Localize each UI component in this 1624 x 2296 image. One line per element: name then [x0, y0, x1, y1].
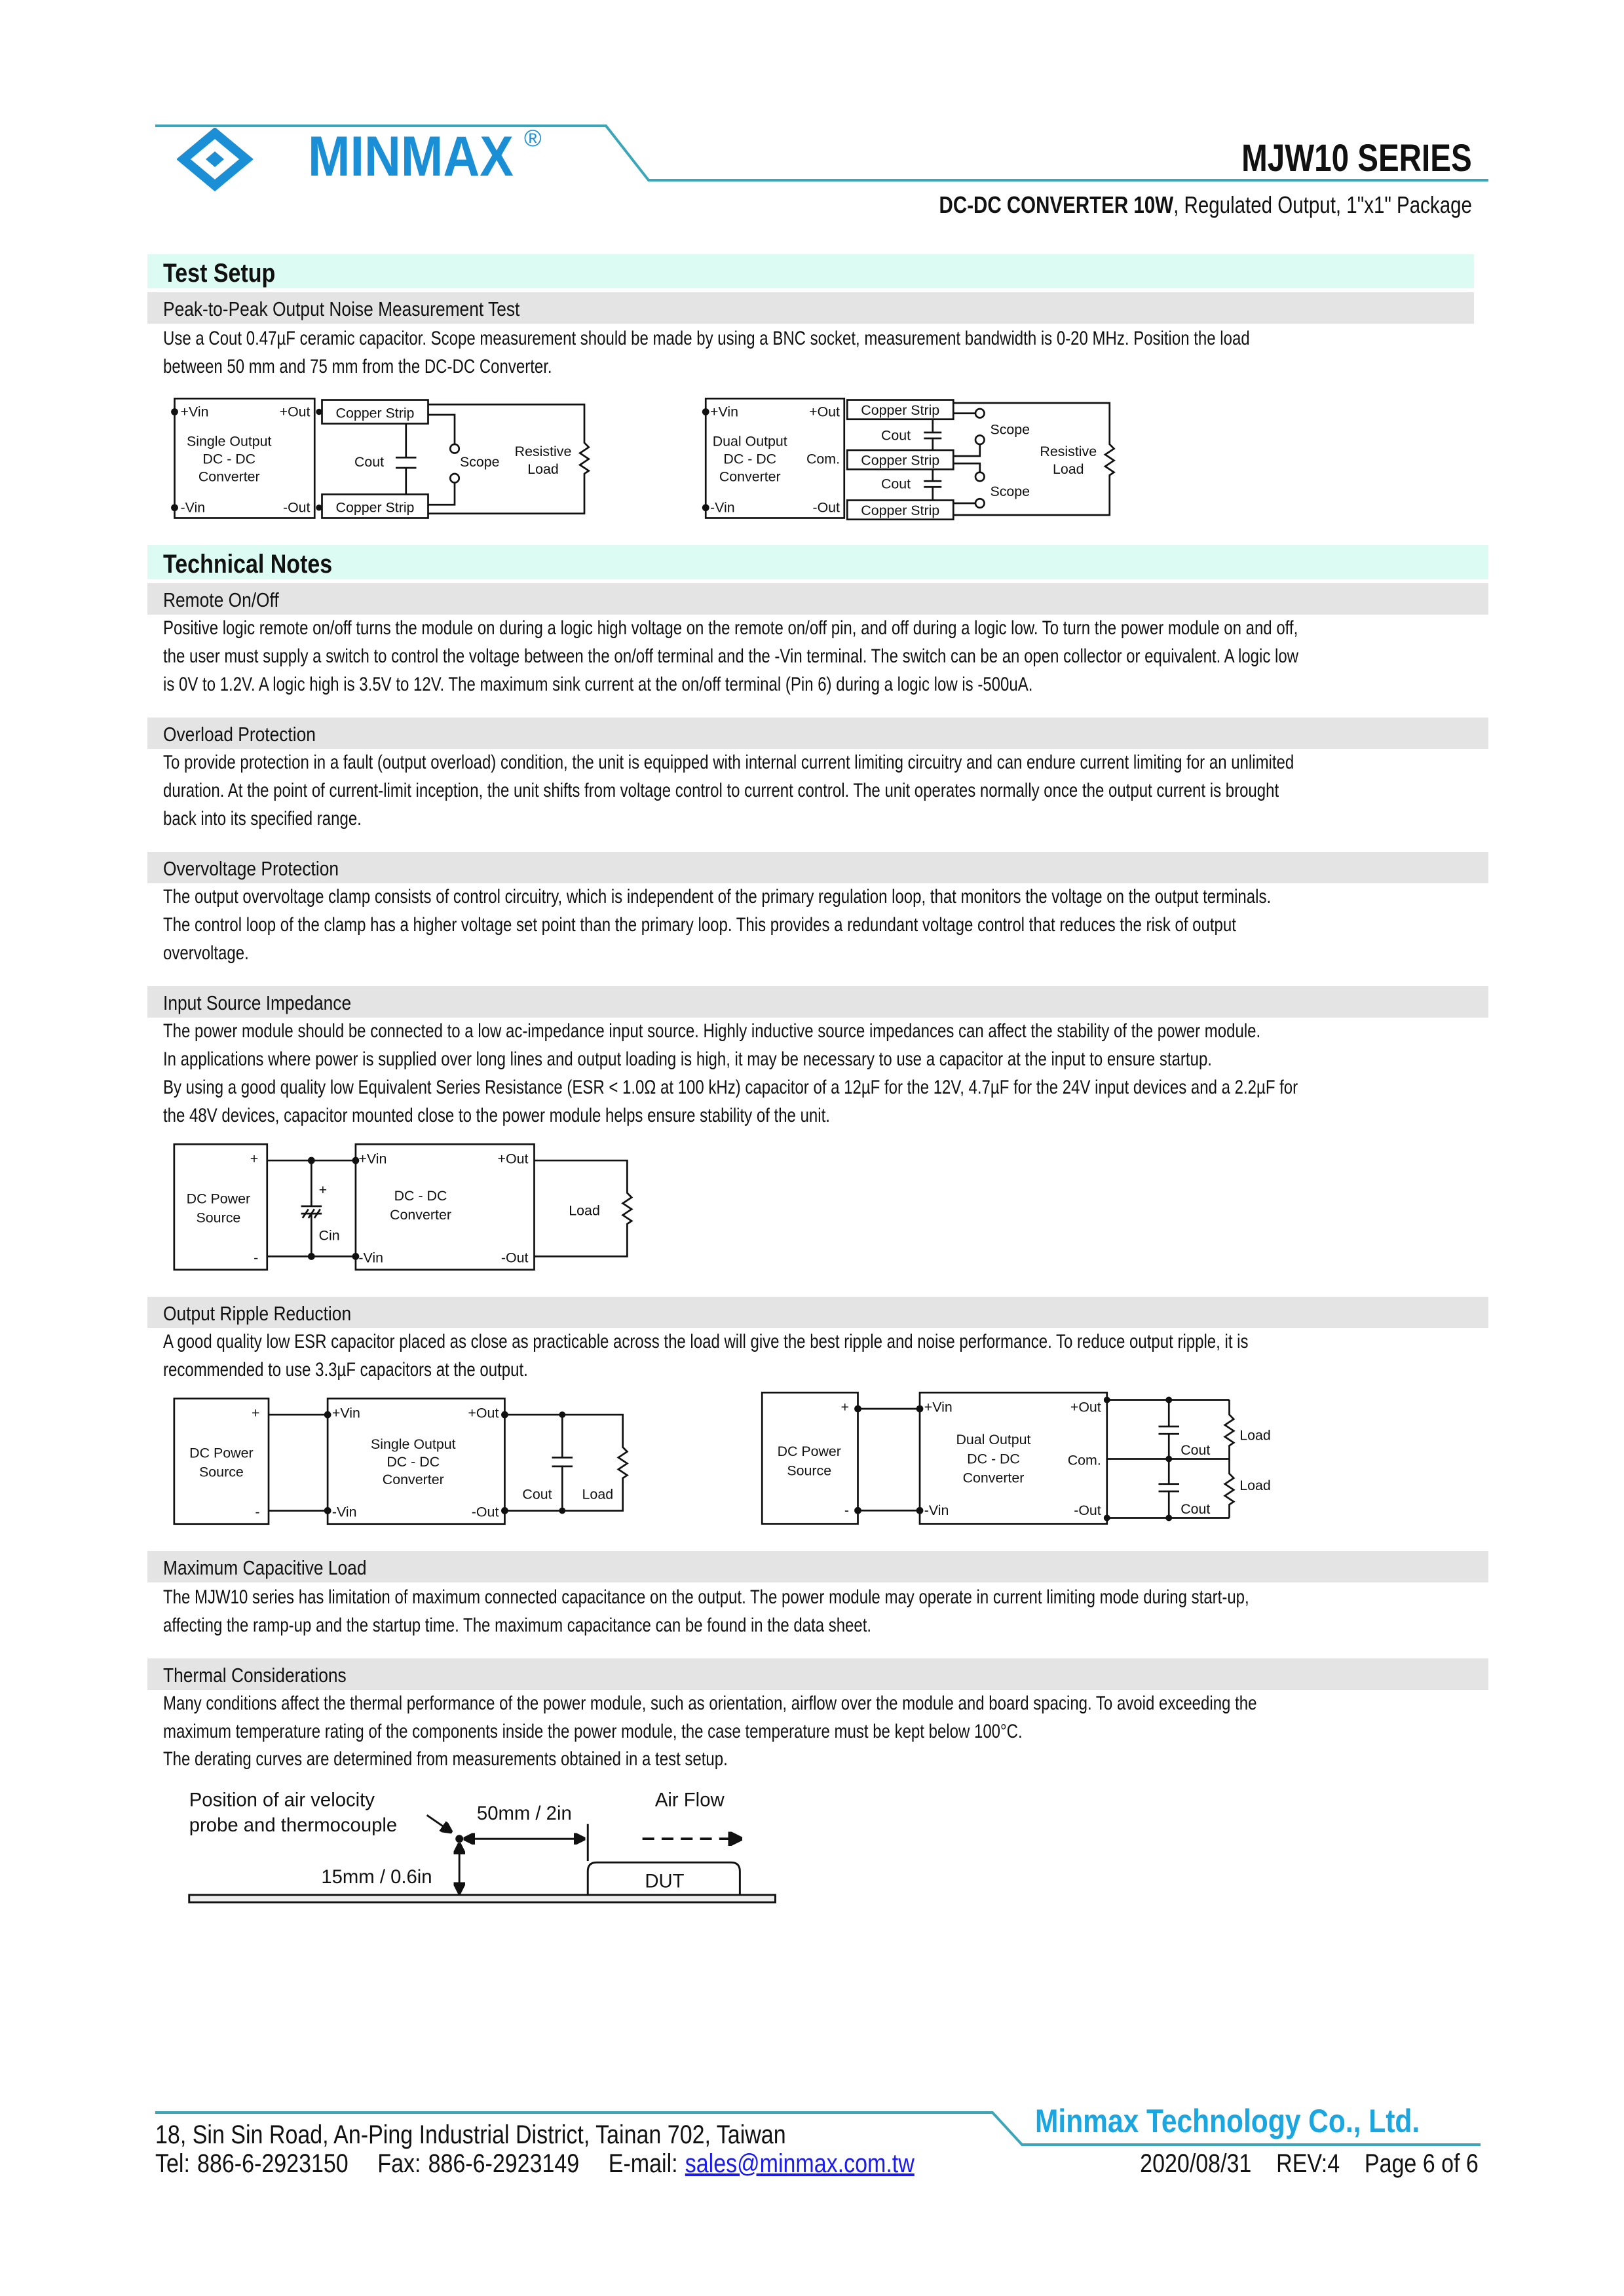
label: Load	[582, 1486, 614, 1502]
footer-fax: Fax: 886-6-2923149	[377, 2149, 580, 2178]
text-line: The power module should be connected to a low ac-impedance input source. Highly inductive source impedances can affect the stability of the power module.	[163, 1020, 1261, 1042]
label: +Vin	[924, 1399, 953, 1415]
subsection-output-ripple-reduction	[147, 1297, 1488, 1328]
label: Dual Output	[712, 433, 787, 450]
label: -	[255, 1504, 260, 1520]
text-line: By using a good quality low Equivalent Series Resistance (ESR < 1.0Ω at 100 kHz) capacitor of a 12µF for the 12V, 4.7µF for the 24V input devices and a 2.2µF for	[163, 1077, 1298, 1098]
subsection-title: Remote On/Off	[163, 588, 279, 611]
label: +Out	[809, 404, 840, 420]
label: Converter	[962, 1470, 1025, 1486]
label: DC Power	[186, 1191, 251, 1207]
label: Converter	[719, 469, 781, 485]
text-line: the 48V devices, capacitor mounted close to the power module helps ensure stability of the unit.	[163, 1105, 830, 1126]
label: Load	[1239, 1427, 1271, 1444]
text-line: Use a Cout 0.47µF ceramic capacitor. Scope measurement should be made by using a BNC socket, measurement bandwidth is 0-20 MHz. Position the load	[163, 328, 1250, 349]
label: Source	[199, 1464, 244, 1480]
logo-text: MINMAX	[308, 125, 514, 188]
text-line: Positive logic remote on/off turns the module on during a logic high voltage on the remote on/off pin, and off during a logic low. To turn the power module on and off,	[163, 617, 1298, 639]
input-impedance-diagram	[170, 1137, 642, 1277]
label: Copper Strip	[335, 405, 415, 421]
footer-date: 2020/08/31	[1140, 2149, 1252, 2178]
label: DC Power	[777, 1444, 841, 1459]
label: DC - DC	[202, 451, 256, 467]
label: +	[251, 1405, 260, 1421]
section-test-setup	[147, 254, 1474, 288]
label: Converter	[198, 469, 260, 485]
text-line: is 0V to 1.2V. A logic high is 3.5V to 12V. The maximum sink current at the on/off terminal (Pin 6) during a logic low is -500uA.	[163, 674, 1033, 695]
label: DC - DC	[394, 1187, 447, 1204]
label: +Out	[279, 404, 311, 420]
label: Air Flow	[654, 1789, 725, 1811]
label: Cout	[1180, 1501, 1211, 1517]
header-subtitle	[939, 191, 1472, 219]
text-line: The control loop of the clamp has a higher voltage set point than the primary loop. This provides a redundant voltage control that reduces the risk of output	[163, 914, 1236, 936]
label: Dual Output	[956, 1432, 1031, 1447]
label: Copper Strip	[335, 499, 415, 516]
section-title: Technical Notes	[163, 550, 333, 579]
subsection-title: Overvoltage Protection	[163, 857, 339, 880]
label: -Out	[500, 1250, 529, 1266]
label: +Vin	[358, 1151, 387, 1167]
label: Copper Strip	[861, 402, 940, 418]
label: DC - DC	[723, 451, 777, 467]
footer-rev: REV:4	[1276, 2149, 1340, 2178]
subsection-remote-on-off	[147, 583, 1488, 615]
text-line: The derating curves are determined from measurements obtained in a test setup.	[163, 1748, 728, 1770]
label: -Out	[1074, 1502, 1101, 1518]
text-line: duration. At the point of current-limit inception, the unit shifts from voltage control to current control. The unit operates normally once the output current is brought	[163, 780, 1279, 801]
text-line: back into its specified range.	[163, 808, 362, 830]
label: +	[318, 1181, 328, 1198]
footer-contact	[155, 2149, 915, 2179]
label: -Out	[282, 499, 311, 516]
subsection-title: Maximum Capacitive Load	[163, 1556, 367, 1579]
section-title: Test Setup	[163, 259, 276, 288]
label: Scope	[990, 483, 1030, 499]
single-output-noise-diagram	[170, 391, 598, 527]
subsection-overload-protection	[147, 718, 1488, 749]
label: -Vin	[180, 499, 206, 516]
subsection-title: Peak-to-Peak Output Noise Measurement Test	[163, 297, 520, 320]
text-line: Many conditions affect the thermal performance of the power module, such as orientation, airflow over the module and board spacing. To avoid exceeding the	[163, 1693, 1257, 1714]
series-title: MJW10 SERIES	[1241, 137, 1472, 180]
text-line: affecting the ramp-up and the startup time. The maximum capacitance can be found in the data sheet.	[163, 1615, 872, 1636]
label: Scope	[459, 453, 500, 470]
single-output-ripple-diagram	[170, 1391, 642, 1531]
label: -Vin	[924, 1502, 949, 1518]
label: probe and thermocouple	[189, 1814, 398, 1836]
label: Scope	[990, 421, 1030, 438]
label: Cout	[354, 453, 385, 470]
label: +	[250, 1151, 259, 1167]
label: -Vin	[710, 499, 735, 516]
footer-page-number: Page 6 of 6	[1365, 2149, 1479, 2178]
label: Resistive	[1040, 444, 1097, 459]
label: +	[840, 1399, 849, 1415]
label: +Vin	[331, 1405, 360, 1421]
footer-address: 18, Sin Sin Road, An-Ping Industrial District, Tainan 702, Taiwan	[155, 2120, 786, 2149]
text-line: overvoltage.	[163, 942, 249, 964]
label: -Out	[471, 1504, 499, 1520]
label: DC Power	[189, 1445, 254, 1461]
subsection-title: Overload Protection	[163, 723, 316, 746]
label: -Out	[812, 499, 840, 516]
subtitle-bold: DC-DC CONVERTER 10W	[939, 191, 1174, 218]
text-line: In applications where power is supplied over long lines and output loading is high, it may be necessary to use a capacitor at the input to ensure startup.	[163, 1048, 1212, 1070]
label: Load	[1239, 1477, 1271, 1493]
text-line: The MJW10 series has limitation of maximum connected capacitance on the output. The power module may operate in current limiting mode during start-up,	[163, 1586, 1249, 1608]
label: -	[844, 1502, 849, 1518]
thermal-test-setup-diagram	[185, 1780, 790, 1913]
label: 15mm / 0.6in	[321, 1866, 432, 1888]
label: Single Output	[187, 433, 272, 450]
label: +Vin	[180, 404, 209, 420]
label: Resistive	[514, 444, 572, 459]
dual-output-ripple-diagram	[757, 1385, 1289, 1533]
text-line: maximum temperature rating of the components inside the power module, the case temperature must be kept below 100°C.	[163, 1721, 1023, 1742]
text-line: between 50 mm and 75 mm from the DC-DC Converter.	[163, 356, 552, 377]
label: DC - DC	[387, 1453, 440, 1470]
subsection-noise-test	[147, 292, 1474, 324]
label: -Vin	[331, 1504, 357, 1520]
label: Converter	[390, 1207, 451, 1223]
subsection-overvoltage-protection	[147, 852, 1488, 883]
label: Copper Strip	[861, 503, 940, 518]
label: Cout	[880, 476, 911, 492]
subsection-input-source-impedance	[147, 986, 1488, 1018]
footer-email-label: E-mail:	[608, 2149, 678, 2178]
label: +Out	[468, 1405, 499, 1421]
label: Source	[787, 1463, 832, 1479]
label: +Out	[497, 1151, 529, 1167]
label: +Vin	[710, 404, 738, 420]
label: Cin	[318, 1227, 340, 1244]
text-line: recommended to use 3.3µF capacitors at the output.	[163, 1359, 528, 1381]
label: Single Output	[370, 1436, 456, 1452]
subtitle-rest: , Regulated Output, 1"x1" Package	[1173, 191, 1472, 218]
label: Copper Strip	[861, 452, 940, 469]
label: Cout	[1180, 1442, 1211, 1458]
label: Com.	[806, 451, 840, 467]
label: 50mm / 2in	[476, 1802, 572, 1824]
label: DUT	[645, 1870, 685, 1892]
label: Cout	[522, 1486, 552, 1502]
label: -	[254, 1250, 259, 1266]
label: +Out	[1070, 1399, 1101, 1415]
text-line: A good quality low ESR capacitor placed as close as practicable across the load will give the best ripple and noise performance. To reduce output ripple, it is	[163, 1331, 1249, 1352]
text-line: the user must supply a switch to control the voltage between the on/off terminal and the -Vin terminal. The switch can be an open collector or equivalent. A logic low	[163, 645, 1298, 667]
footer-meta	[1140, 2149, 1479, 2179]
subsection-title: Thermal Considerations	[163, 1664, 347, 1687]
label: Source	[196, 1210, 241, 1226]
subsection-title: Output Ripple Reduction	[163, 1302, 352, 1325]
label: Position of air velocity	[189, 1789, 375, 1811]
label: Load	[527, 461, 559, 477]
label: Cout	[880, 427, 911, 444]
text-line: To provide protection in a fault (output overload) condition, the unit is equipped with internal current limiting circuitry and can endure current limiting for an unlimited	[163, 752, 1294, 773]
label: Load	[1052, 461, 1084, 477]
minmax-logo-icon	[177, 128, 288, 193]
registered-mark: ®	[524, 124, 542, 151]
label: Converter	[382, 1471, 444, 1487]
text-line: The output overvoltage clamp consists of control circuitry, which is independent of the primary regulation loop, that monitors the voltage on the output terminals.	[163, 886, 1272, 908]
subsection-maximum-capacitive-load	[147, 1551, 1488, 1582]
label: DC - DC	[967, 1451, 1020, 1467]
dual-output-noise-diagram	[696, 391, 1125, 527]
footer-email-link[interactable]: sales@minmax.com.tw	[685, 2149, 915, 2178]
subsection-title: Input Source Impedance	[163, 991, 352, 1014]
label: Load	[569, 1202, 600, 1219]
footer-tel: Tel: 886-6-2923150	[155, 2149, 349, 2178]
label: Com.	[1067, 1452, 1101, 1468]
section-technical-notes	[147, 545, 1488, 579]
subsection-thermal-considerations	[147, 1658, 1488, 1690]
label: -Vin	[358, 1250, 384, 1266]
footer-company: Minmax Technology Co., Ltd.	[1035, 2103, 1420, 2139]
